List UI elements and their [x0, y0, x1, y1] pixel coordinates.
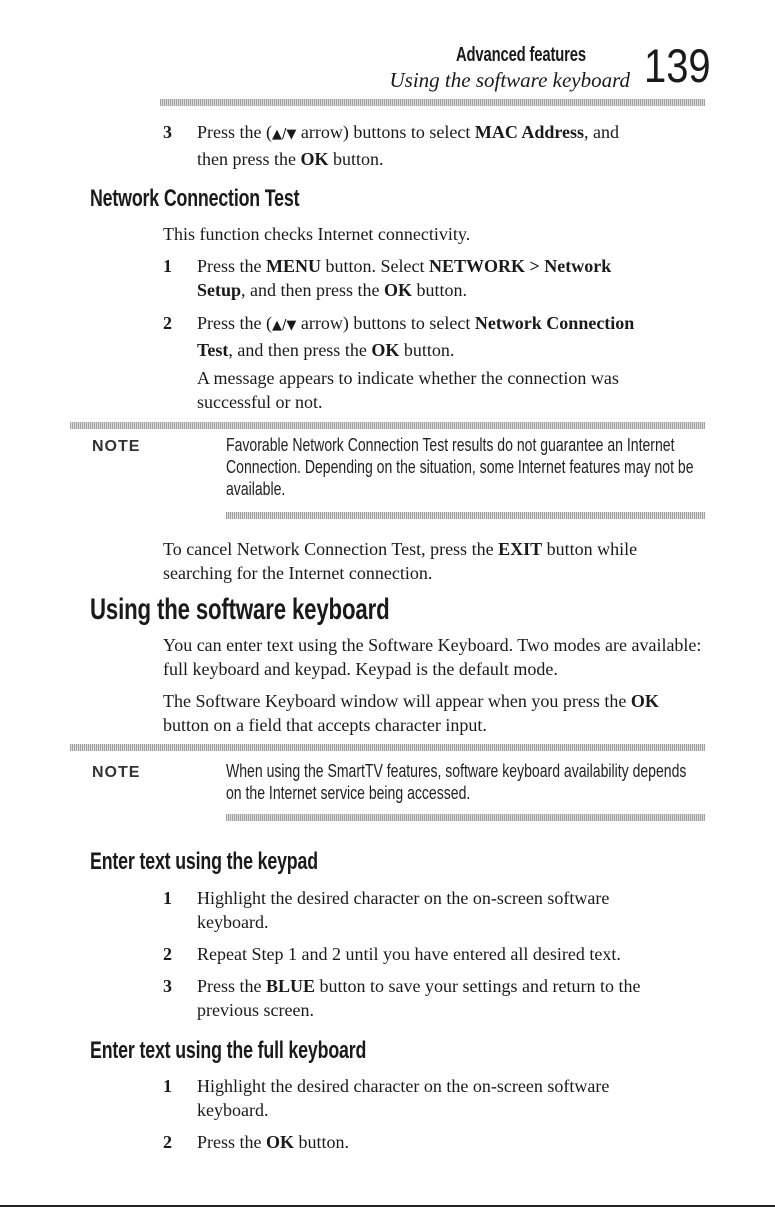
- paragraph-text: The Software Keyboard window will appear when you press the: [163, 691, 631, 711]
- step-text: , and then press the: [241, 280, 384, 300]
- menu-path: NETWORK > Network: [428, 256, 612, 276]
- button-name: MENU: [266, 256, 321, 276]
- button-name: EXIT: [498, 539, 543, 559]
- step-text: button. Select: [321, 256, 429, 276]
- paragraph-text: button on a field that accepts character input.: [163, 715, 487, 735]
- button-name: OK: [383, 280, 412, 300]
- step-text: button.: [294, 1132, 350, 1152]
- cancel-instruction: [163, 537, 703, 585]
- software-keyboard-window-text: [163, 689, 703, 737]
- step-text: , and: [584, 122, 620, 142]
- step-number: 1: [163, 888, 172, 908]
- network-test-note: Favorable Network Connection Test results do not guarantee an Internet Connection. Depending on the situation, some Internet features may not be available.: [226, 435, 694, 499]
- step-text: Press the: [197, 1132, 266, 1152]
- step-text: Press the (: [197, 313, 272, 333]
- paragraph-text: To cancel Network Connection Test, press the: [163, 539, 499, 559]
- step-text: Press the (: [197, 122, 272, 142]
- step-text: Press the: [197, 256, 266, 276]
- software-keyboard-intro: You can enter text using the Software Keyboard. Two modes are available: full keyboard and keypad. Keypad is the default mode.: [163, 635, 702, 679]
- keypad-heading: Enter text using the keypad: [90, 848, 318, 875]
- software-keyboard-heading: Using the software keyboard: [90, 593, 390, 626]
- note-top-rule: [70, 422, 705, 429]
- button-name: OK: [266, 1132, 295, 1152]
- note-bottom-rule: [226, 814, 705, 821]
- step-text: button to save your settings and return to the previous screen.: [197, 976, 641, 1020]
- paragraph-text: button while searching for the Internet connection.: [163, 539, 638, 583]
- network-test-intro: This function checks Internet connectivity.: [163, 224, 471, 244]
- menu-item-name: Network Connection: [474, 313, 635, 333]
- step-text: Press the: [197, 976, 266, 996]
- up-down-arrow-icon: ▲/▼: [272, 127, 297, 142]
- running-header-subsection: Using the software keyboard: [389, 68, 630, 92]
- step-number: 2: [163, 1132, 172, 1152]
- step-text: then press the: [197, 149, 301, 169]
- software-keyboard-note: When using the SmartTV features, software keyboard availability depends on the Internet service being accessed.: [226, 761, 687, 803]
- button-name: OK: [371, 340, 400, 360]
- step-number: 2: [163, 944, 172, 964]
- step-text: , and then press the: [228, 340, 372, 360]
- step-text: button.: [399, 340, 455, 360]
- button-name: OK: [300, 149, 329, 169]
- note-label: NOTE: [92, 764, 141, 781]
- running-header-section: Advanced features: [456, 44, 586, 66]
- step-text: Repeat Step 1 and 2 until you have entered all desired text.: [197, 944, 621, 964]
- step-number: 2: [163, 313, 172, 333]
- step-text: button.: [328, 149, 384, 169]
- header-rule: [160, 99, 705, 106]
- note-label: NOTE: [92, 438, 141, 455]
- page-number: 139: [644, 39, 711, 92]
- full-keyboard-heading: Enter text using the full keyboard: [90, 1037, 367, 1064]
- step-text: Highlight the desired character on the on-screen software keyboard.: [197, 1076, 610, 1120]
- step-text: Highlight the desired character on the on-screen software keyboard.: [197, 888, 610, 932]
- up-down-arrow-icon: ▲/▼: [272, 318, 297, 333]
- menu-path: Setup: [197, 280, 242, 300]
- step-number: 3: [163, 976, 172, 996]
- menu-item-name: MAC Address: [474, 122, 585, 142]
- step-number: 1: [163, 256, 172, 276]
- step-text: arrow) buttons to select: [296, 122, 475, 142]
- note-bottom-rule: [226, 512, 705, 519]
- step-number: 3: [163, 122, 172, 142]
- step-number: 1: [163, 1076, 172, 1096]
- step-text: arrow) buttons to select: [296, 313, 475, 333]
- connection-result-text: A message appears to indicate whether the connection was successful or not.: [197, 368, 619, 412]
- step-text: button.: [412, 280, 468, 300]
- button-name: OK: [630, 691, 659, 711]
- note-top-rule: [70, 744, 705, 751]
- button-name: BLUE: [266, 976, 316, 996]
- network-test-heading: Network Connection Test: [90, 185, 300, 212]
- menu-item-name: Test: [197, 340, 229, 360]
